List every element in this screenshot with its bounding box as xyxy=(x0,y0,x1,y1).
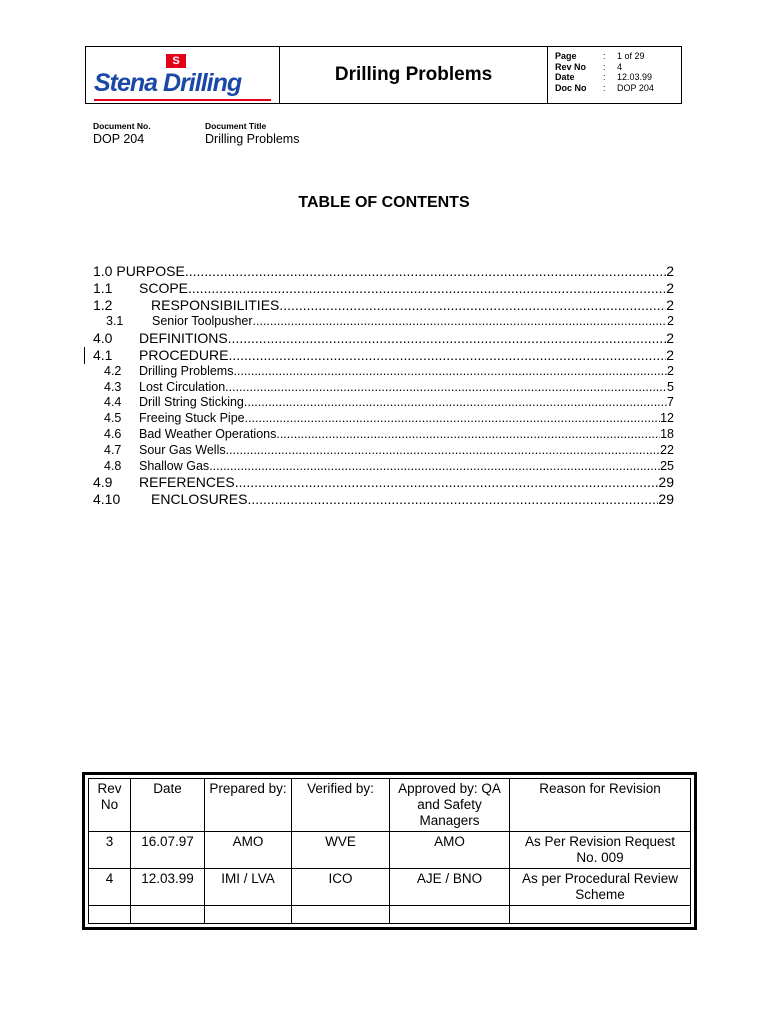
toc-entry-label: ENCLOSURES xyxy=(151,491,248,508)
header-cell: Reason for Revision xyxy=(510,779,691,832)
table-cell: IMI / LVA xyxy=(205,869,292,906)
toc-entry-page: 2 xyxy=(666,329,674,346)
toc-entry[interactable] xyxy=(93,297,674,314)
table-cell xyxy=(131,906,205,924)
toc-entry-number: 1.2 xyxy=(93,297,113,313)
meta-key: Date xyxy=(555,72,575,82)
table-cell: 3 xyxy=(89,832,131,869)
toc-entry-page: 2 xyxy=(667,314,674,328)
header-meta xyxy=(548,47,681,103)
table-cell xyxy=(510,906,691,924)
toc-entry-label: Bad Weather Operations xyxy=(139,426,277,441)
table-cell: 12.03.99 xyxy=(131,869,205,906)
meta-value: 4 xyxy=(617,61,623,72)
table-cell xyxy=(89,906,131,924)
table-row xyxy=(89,906,691,924)
toc-entry-number: 4.9 xyxy=(93,474,113,491)
toc-entry[interactable] xyxy=(93,411,674,427)
meta-value: DOP 204 xyxy=(617,82,654,93)
table-cell: AJE / BNO xyxy=(390,869,510,906)
toc-entry-label: REFERENCES xyxy=(139,474,235,491)
header-cell: Date xyxy=(131,779,205,832)
meta-key: Doc No xyxy=(555,82,587,93)
meta-key: Page xyxy=(555,51,577,61)
toc-entry[interactable] xyxy=(93,330,674,347)
table-cell: 16.07.97 xyxy=(131,832,205,869)
toc-entry-number: 4.2 xyxy=(104,363,122,378)
toc-entry-label: DEFINITIONS xyxy=(139,329,228,346)
toc-entry-number: 4.4 xyxy=(104,395,122,410)
toc-entry-number: 4.10 xyxy=(93,491,121,508)
toc-entry-label: Drilling Problems xyxy=(139,363,234,378)
table-cell xyxy=(205,906,292,924)
toc-entry-number: 4.3 xyxy=(104,379,122,394)
toc-entry-page: 25 xyxy=(660,458,674,473)
meta-value: 12.03.99 xyxy=(617,72,653,82)
toc-entry-label: Sour Gas Wells xyxy=(139,442,226,457)
toc-entry-label: PROCEDURE xyxy=(139,346,229,363)
toc-entry-label: RESPONSIBILITIES xyxy=(151,297,280,313)
meta-key: Rev No xyxy=(555,61,587,72)
toc-entry-label: Drill String Sticking xyxy=(139,395,244,410)
toc-entry[interactable] xyxy=(93,263,674,280)
toc-entry[interactable] xyxy=(93,364,674,380)
logo-wordmark: Stena Drilling xyxy=(94,69,242,97)
toc-entry-page: 2 xyxy=(666,280,674,296)
toc-entry[interactable] xyxy=(93,280,674,297)
revision-table-frame xyxy=(82,772,697,930)
header-title: Drilling Problems xyxy=(280,47,548,103)
toc-entry-page: 2 xyxy=(667,363,674,378)
logo-underline xyxy=(94,99,271,101)
toc-entry[interactable] xyxy=(93,314,674,330)
toc-title: TABLE OF CONTENTS xyxy=(298,194,470,211)
table-cell xyxy=(292,906,390,924)
table-row xyxy=(89,832,691,869)
document-header xyxy=(85,46,682,104)
toc-entry-number: 4.0 xyxy=(93,329,113,346)
toc-entry[interactable] xyxy=(93,347,674,364)
table-cell: 4 xyxy=(89,869,131,906)
toc-entry-page: 2 xyxy=(666,263,674,279)
meta-row-docno: Doc No : DOP 204 xyxy=(555,82,654,93)
doc-number-label: Document No. xyxy=(93,121,151,131)
table-cell: ICO xyxy=(292,869,390,906)
toc-entry-number: 4.8 xyxy=(104,458,122,473)
meta-row-page: Page : 1 of 29 xyxy=(555,51,645,61)
toc-entry-label: Freeing Stuck Pipe xyxy=(139,411,245,426)
meta-value: 1 of 29 xyxy=(617,51,645,61)
toc-entry-number: 3.1 xyxy=(106,314,124,328)
toc-entry[interactable] xyxy=(93,474,674,491)
toc-entry-label: Shallow Gas xyxy=(139,458,210,473)
meta-row-date: Date : 12.03.99 xyxy=(555,72,653,82)
header-cell: Rev No xyxy=(89,779,131,832)
toc-entry-page: 5 xyxy=(667,379,674,394)
toc-entry-page: 2 xyxy=(666,297,674,313)
toc-entry-page: 18 xyxy=(660,426,674,441)
table-cell: WVE xyxy=(292,832,390,869)
table-cell xyxy=(390,906,510,924)
company-logo xyxy=(86,47,280,103)
table-cell: As per Procedural Review Scheme xyxy=(510,869,691,906)
toc-entry-page: 29 xyxy=(658,474,674,491)
toc-entry[interactable] xyxy=(93,395,674,411)
revision-table xyxy=(88,778,691,924)
toc-entry[interactable] xyxy=(93,380,674,396)
table-cell: As Per Revision Request No. 009 xyxy=(510,832,691,869)
toc-entry-number: 4.6 xyxy=(104,426,122,441)
toc-entry-page: 7 xyxy=(667,395,674,410)
meta-row-rev: Rev No : 4 xyxy=(555,61,623,72)
table-cell: AMO xyxy=(390,832,510,869)
doc-number-block xyxy=(93,121,151,146)
doc-number-value: DOP 204 xyxy=(93,132,145,146)
toc-entry-page: 29 xyxy=(658,491,674,508)
revision-header-row xyxy=(89,779,691,832)
toc-entry-label: Senior Toolpusher xyxy=(152,314,253,328)
toc-entry-number: 4.7 xyxy=(104,442,122,457)
header-cell: Verified by: xyxy=(292,779,390,832)
toc-entry-page: 2 xyxy=(666,346,674,363)
table-cell: AMO xyxy=(205,832,292,869)
text-cursor xyxy=(84,347,85,364)
toc-entry[interactable] xyxy=(93,443,674,459)
header-cell: Prepared by: xyxy=(205,779,292,832)
doc-title-block xyxy=(205,121,299,146)
toc-entry-label: Lost Circulation xyxy=(139,379,226,394)
toc-entry-number: 1.1 xyxy=(93,280,113,296)
doc-title-value: Drilling Problems xyxy=(205,132,300,146)
table-row xyxy=(89,869,691,906)
table-of-contents xyxy=(93,263,674,508)
toc-entry[interactable] xyxy=(93,459,674,475)
toc-entry-label: SCOPE xyxy=(139,280,189,296)
header-cell: Approved by: QA and Safety Managers xyxy=(390,779,510,832)
toc-entry-label: 1.0 PURPOSE xyxy=(93,263,185,279)
toc-entry-page: 12 xyxy=(660,411,674,426)
toc-entry-number: 4.1 xyxy=(93,346,113,363)
toc-entry-number: 4.5 xyxy=(104,411,122,426)
toc-entry[interactable] xyxy=(93,491,674,508)
doc-title-label: Document Title xyxy=(205,121,267,131)
logo-flag-icon: S xyxy=(166,54,186,68)
toc-entry[interactable] xyxy=(93,427,674,443)
toc-entry-page: 22 xyxy=(660,442,674,457)
